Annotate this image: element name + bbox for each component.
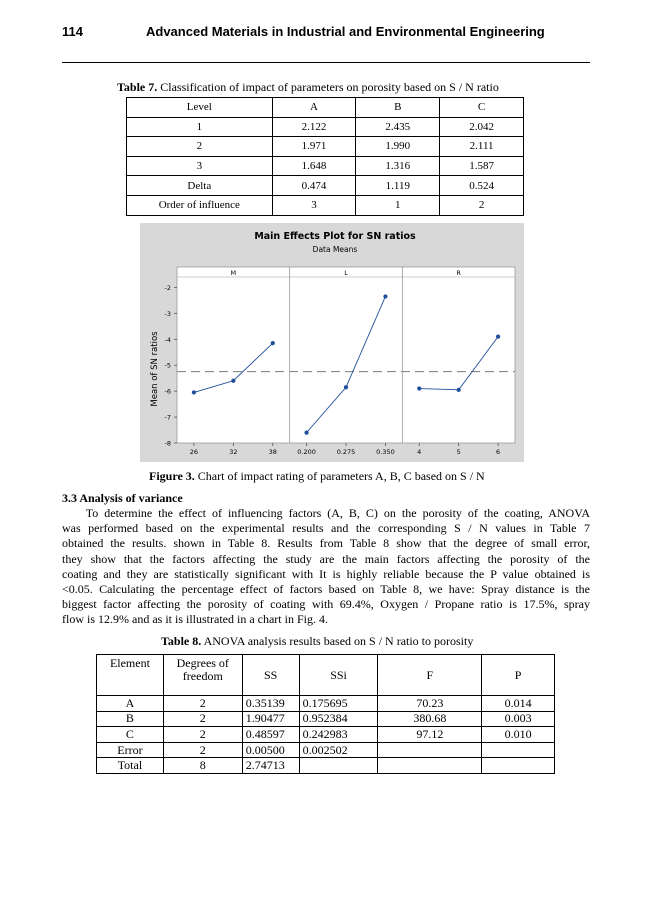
x-tick-label: 6 — [496, 448, 501, 456]
chart-subtitle: Data Means — [312, 245, 358, 254]
table7-cell: 2.435 — [356, 117, 440, 137]
panel-strip-label: L — [344, 269, 348, 277]
table8-cell: 0.952384 — [299, 711, 378, 727]
header-rule — [62, 62, 590, 63]
x-tick-label: 4 — [417, 448, 422, 456]
data-point — [383, 294, 387, 298]
y-tick-label: -6 — [164, 387, 171, 396]
table7-cell: 1.587 — [440, 156, 524, 176]
panel-strip-label: R — [456, 269, 461, 277]
body-line: was performed based on the experimental results and the corresponding S / N values in Table 7 — [62, 521, 590, 536]
table8-header-cell: SS — [242, 655, 299, 696]
table8-row — [97, 696, 555, 712]
y-tick-label: -2 — [164, 283, 171, 292]
y-tick-label: -7 — [164, 413, 171, 422]
table8-caption-text: ANOVA analysis results based on S / N ratio to porosity — [201, 634, 474, 648]
x-tick-label: 38 — [268, 448, 277, 456]
table8-cell: Error — [97, 742, 164, 758]
table8-cell — [299, 758, 378, 774]
table7-caption-text: Classification of impact of parameters on porosity based on S / N ratio — [157, 80, 499, 94]
main-effects-chart — [140, 223, 524, 462]
table7-row — [127, 137, 524, 157]
x-tick-label: 32 — [229, 448, 238, 456]
table8-header-cell: Degrees of freedom — [163, 655, 242, 696]
figure3-caption-label: Figure 3. — [149, 469, 195, 483]
table8-header-cell: F — [378, 655, 482, 696]
table8-cell: 0.35139 — [242, 696, 299, 712]
figure3-caption — [149, 469, 485, 484]
chart-title: Main Effects Plot for SN ratios — [254, 231, 416, 242]
y-tick-label: -3 — [164, 309, 171, 318]
table8-cell: 2 — [163, 696, 242, 712]
table8-header-row — [97, 655, 555, 696]
table7-cell: 1.119 — [356, 176, 440, 196]
table7-cell: 2 — [127, 137, 273, 157]
table8-cell: B — [97, 711, 164, 727]
y-tick-label: -4 — [164, 335, 171, 344]
table8-caption-label: Table 8. — [161, 634, 202, 648]
table8-row — [97, 711, 555, 727]
table8-cell: 380.68 — [378, 711, 482, 727]
chart-y-axis-label: Mean of SN ratios — [150, 331, 160, 407]
table7-header-cell: C — [440, 98, 524, 118]
table7-header-cell: Level — [127, 98, 273, 118]
x-tick-label: 0.275 — [336, 448, 356, 456]
table7-cell: Order of influence — [127, 195, 273, 215]
table7-row — [127, 176, 524, 196]
table7-cell: 2 — [440, 195, 524, 215]
table8-cell: 0.010 — [482, 727, 555, 743]
table8-header-cell: P — [482, 655, 555, 696]
table7-cell: 1 — [127, 117, 273, 137]
y-tick-label: -5 — [164, 361, 171, 370]
table7-cell: 3 — [272, 195, 356, 215]
table7-cell: 3 — [127, 156, 273, 176]
table7-header-row — [127, 98, 524, 118]
data-point — [304, 431, 308, 435]
x-tick-label: 5 — [456, 448, 461, 456]
plot-panel-background — [177, 267, 515, 443]
table8-cell: 2 — [163, 711, 242, 727]
table8-cell — [378, 742, 482, 758]
table7-row — [127, 156, 524, 176]
table8-cell: 0.014 — [482, 696, 555, 712]
table8-cell: 2.74713 — [242, 758, 299, 774]
body-line: coating and they are statistically significant with It is highly reliable because the P value obtained is — [62, 566, 590, 581]
table8-cell: 0.48597 — [242, 727, 299, 743]
table8-cell: 97.12 — [378, 727, 482, 743]
table7-cell: 0.524 — [440, 176, 524, 196]
table7-row — [127, 195, 524, 215]
body-line: obtained the results. shown in Table 8. Results from Table 8 show that the degree of small error, — [62, 536, 590, 551]
table8-cell: A — [97, 696, 164, 712]
chart-plot-area — [165, 267, 515, 456]
table8-caption — [161, 634, 473, 649]
table8-cell: 0.175695 — [299, 696, 378, 712]
section-heading: 3.3 Analysis of variance — [62, 491, 183, 505]
table7-cell: 1.990 — [356, 137, 440, 157]
page-number: 114 — [62, 24, 83, 39]
table8-cell: 0.003 — [482, 711, 555, 727]
data-point — [192, 390, 196, 394]
y-tick-label: -8 — [164, 439, 171, 448]
table7-cell: 1.316 — [356, 156, 440, 176]
table8-cell: 2 — [163, 742, 242, 758]
table8-cell: 0.002502 — [299, 742, 378, 758]
body-line: To determine the effect of influencing factors (A, B, C) on the porosity of the coating, ANOVA — [62, 506, 590, 520]
section-body — [62, 506, 590, 628]
x-tick-label: 0.350 — [376, 448, 395, 456]
table7-cell: 0.474 — [272, 176, 356, 196]
table8 — [96, 654, 555, 774]
table7-cell: 1.648 — [272, 156, 356, 176]
table7-header-cell: A — [272, 98, 356, 118]
chart-svg — [140, 223, 524, 462]
table8-row — [97, 742, 555, 758]
body-line: biggest factor affecting the porosity of coating with 69.4%, Oxygen / Propane ratio is 17.5%, spray — [62, 597, 590, 612]
table8-cell: 0.242983 — [299, 727, 378, 743]
x-tick-label: 0.200 — [297, 448, 316, 456]
table7-caption — [117, 80, 499, 95]
body-line: they show that the factors affecting the study are the main factors affecting the porosity of the — [62, 551, 590, 566]
table8-cell: C — [97, 727, 164, 743]
data-point — [417, 386, 421, 390]
table8-header-cell: Element — [97, 655, 164, 696]
table7-cell: 2.042 — [440, 117, 524, 137]
table8-cell — [482, 758, 555, 774]
table7-cell: 2.111 — [440, 137, 524, 157]
data-point — [231, 379, 235, 383]
table8-row — [97, 727, 555, 743]
x-tick-label: 26 — [189, 448, 199, 456]
table8-cell: Total — [97, 758, 164, 774]
table7-cell: Delta — [127, 176, 273, 196]
table8-cell: 0.00500 — [242, 742, 299, 758]
table7-cell: 1 — [356, 195, 440, 215]
table7-cell: 2.122 — [272, 117, 356, 137]
body-line: <0.05. Calculating the percentage effect of factors based on Table 8, we have: Spray distance is the — [62, 581, 590, 596]
table8-cell — [378, 758, 482, 774]
data-point — [271, 341, 275, 345]
data-point — [344, 385, 348, 389]
table7-row — [127, 117, 524, 137]
figure3-caption-text: Chart of impact rating of parameters A, B, C based on S / N — [194, 469, 485, 483]
table7-header-cell: B — [356, 98, 440, 118]
table7 — [126, 97, 524, 216]
table8-cell: 70.23 — [378, 696, 482, 712]
running-head — [62, 24, 588, 42]
data-point — [496, 335, 500, 339]
table8-row — [97, 758, 555, 774]
table7-cell: 1.971 — [272, 137, 356, 157]
table8-header-cell: SSi — [299, 655, 378, 696]
table8-cell — [482, 742, 555, 758]
data-point — [457, 388, 461, 392]
panel-strip-label: M — [230, 269, 237, 277]
table8-cell: 2 — [163, 727, 242, 743]
book-title: Advanced Materials in Industrial and Environmental Engineering — [146, 24, 545, 39]
table8-cell: 1.90477 — [242, 711, 299, 727]
body-line: flow is 12.9% and as it is illustrated in a chart in Fig. 4. — [62, 612, 328, 627]
table8-cell: 8 — [163, 758, 242, 774]
table7-caption-label: Table 7. — [117, 80, 158, 94]
